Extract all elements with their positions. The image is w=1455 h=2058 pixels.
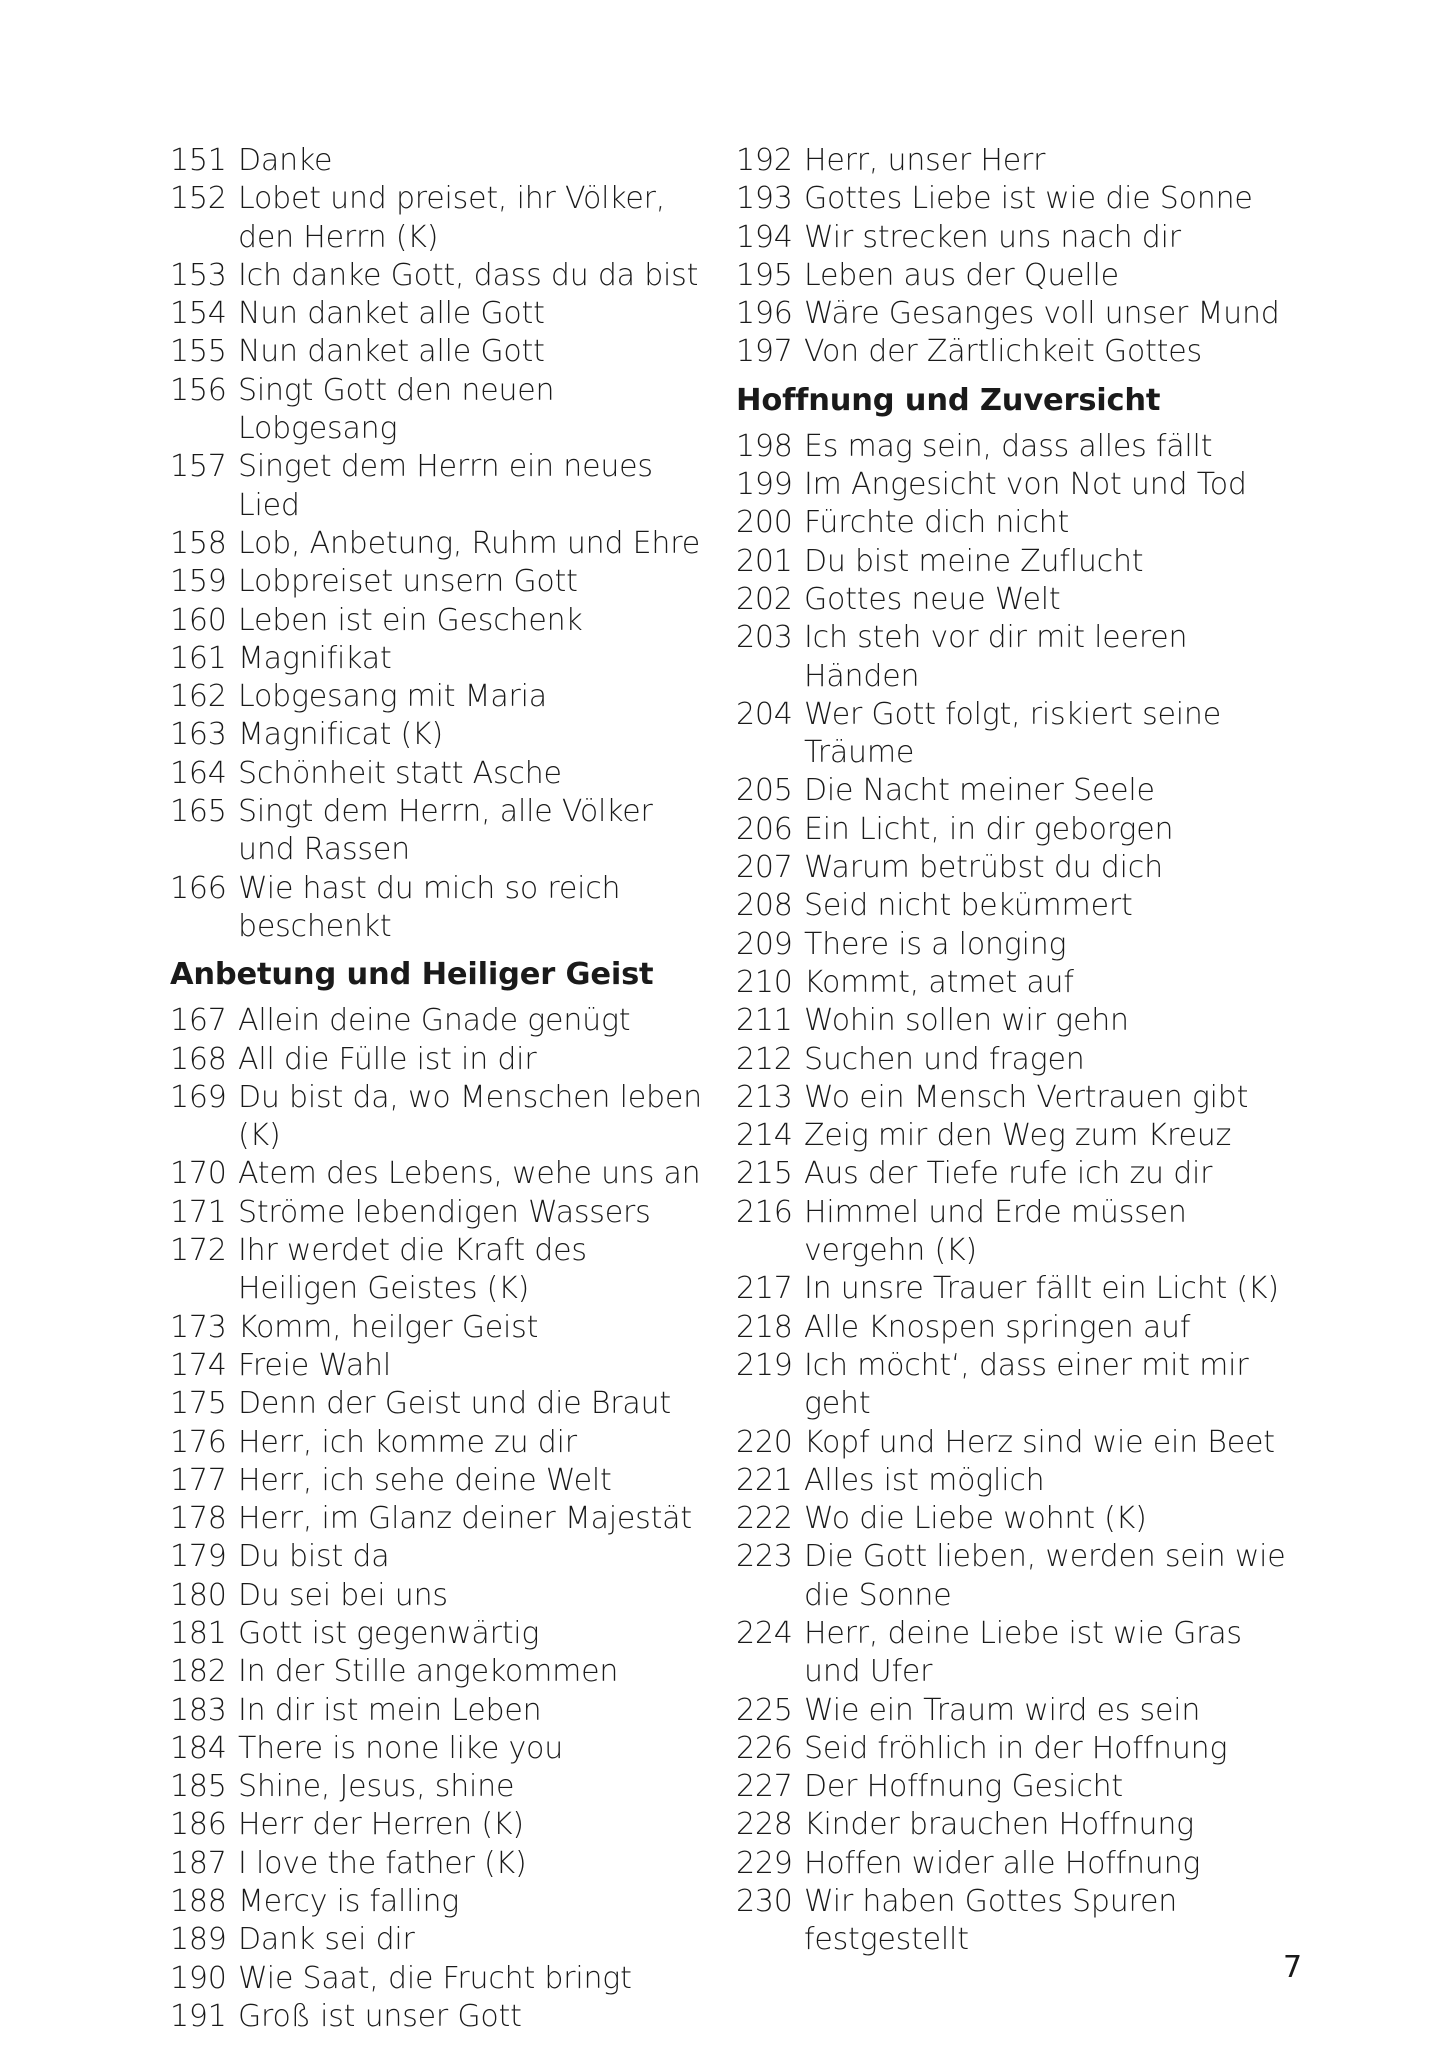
song-number: 161	[170, 640, 227, 676]
song-entry	[170, 716, 715, 754]
song-title: Wie hast du mich so reich beschenkt	[238, 870, 621, 944]
song-number: 228	[736, 1807, 793, 1843]
song-number: 194	[736, 219, 793, 255]
song-entry	[170, 1692, 715, 1730]
song-entry	[170, 1806, 715, 1844]
song-title: Magnifikat	[238, 640, 392, 676]
song-title: Groß ist unser Gott	[238, 1998, 522, 2034]
song-number: 152	[170, 181, 227, 217]
song-entry	[736, 811, 1296, 849]
song-number: 200	[736, 505, 793, 541]
song-number: 174	[170, 1347, 227, 1383]
song-title: Wohin sollen wir gehn	[804, 1003, 1129, 1039]
song-number: 202	[736, 581, 793, 617]
song-title: Leben aus der Quelle	[804, 257, 1119, 293]
song-title: All die Fülle ist in dir	[238, 1041, 537, 1077]
song-entry	[736, 696, 1296, 773]
song-number: 187	[170, 1845, 227, 1881]
song-entry	[170, 1309, 715, 1347]
song-title: Singt Gott den neuen Lobgesang	[238, 372, 555, 447]
song-title: I love the father (K)	[238, 1845, 527, 1881]
song-number: 165	[170, 794, 227, 830]
song-entry	[170, 333, 715, 371]
section-heading: Anbetung und Heiliger Geist	[170, 957, 654, 993]
song-number: 159	[170, 564, 227, 600]
song-number: 218	[736, 1309, 793, 1345]
song-entry	[736, 1845, 1296, 1883]
section-heading: Hoffnung und Zuversicht	[736, 382, 1161, 418]
song-entry	[736, 1079, 1296, 1117]
song-entry	[170, 1768, 715, 1806]
song-entry	[170, 142, 715, 180]
song-title: Ihr werdet die Kraft des Heiligen Geistes (K)	[238, 1233, 587, 1307]
song-number: 154	[170, 296, 227, 332]
song-number: 220	[736, 1424, 793, 1460]
song-title: Lob, Anbetung, Ruhm und Ehre	[238, 525, 700, 561]
song-entry	[736, 1462, 1296, 1500]
song-entry	[170, 1155, 715, 1193]
song-title: Du bist meine Zuflucht	[804, 543, 1144, 579]
song-entry	[170, 1002, 715, 1040]
song-number: 184	[170, 1730, 227, 1766]
index-column-right	[736, 142, 1296, 1960]
song-title: Lobpreiset unsern Gott	[238, 564, 578, 600]
song-title: Allein deine Gnade genügt	[238, 1003, 631, 1039]
song-number: 191	[170, 1998, 227, 2034]
song-title: Ein Licht, in dir geborgen	[804, 811, 1174, 847]
song-number: 215	[736, 1156, 793, 1192]
song-entry	[736, 887, 1296, 925]
song-title: Singet dem Herrn ein neues Lied	[238, 449, 653, 523]
song-title: In unsre Trauer fällt ein Licht (K)	[804, 1271, 1279, 1307]
song-number: 192	[736, 143, 793, 178]
song-number: 219	[736, 1347, 793, 1383]
song-number: 213	[736, 1079, 793, 1115]
song-title: Du bist da	[238, 1539, 390, 1575]
song-title: Du bist da, wo Menschen leben (K)	[238, 1079, 702, 1154]
song-title: Ich danke Gott, dass du da bist	[238, 257, 699, 293]
song-title: Atem des Lebens, wehe uns an	[238, 1156, 701, 1192]
song-entry	[170, 180, 715, 257]
song-entry	[170, 1232, 715, 1309]
song-title: Wer Gott folgt, riskiert seine Träume	[804, 696, 1221, 771]
song-title: Wäre Gesanges voll unser Mund	[804, 296, 1280, 332]
song-title: Ich möcht‘, dass einer mit mir geht	[804, 1347, 1249, 1422]
song-number: 221	[736, 1462, 793, 1498]
song-number: 153	[170, 257, 227, 293]
song-entry	[736, 1615, 1296, 1692]
song-number: 183	[170, 1692, 227, 1728]
song-number: 217	[736, 1271, 793, 1307]
song-number: 166	[170, 870, 227, 906]
song-title: Im Angesicht von Not und Tod	[804, 467, 1247, 503]
song-number: 226	[736, 1730, 793, 1766]
song-title: Seid fröhlich in der Hoffnung	[804, 1730, 1228, 1766]
song-entry	[170, 372, 715, 449]
song-number: 207	[736, 850, 793, 886]
song-title: In der Stille angekommen	[238, 1654, 619, 1690]
song-title: Alle Knospen springen auf	[804, 1309, 1191, 1345]
song-entry	[736, 1194, 1296, 1271]
song-entry	[736, 581, 1296, 619]
song-entry	[170, 1538, 715, 1576]
song-title: Gottes neue Welt	[804, 581, 1061, 617]
song-number: 223	[736, 1539, 793, 1575]
song-entry	[170, 640, 715, 678]
song-entry	[736, 1806, 1296, 1844]
song-entry	[736, 1500, 1296, 1538]
song-title: Die Nacht meiner Seele	[804, 773, 1155, 809]
song-entry	[170, 295, 715, 333]
song-number: 199	[736, 467, 793, 503]
song-number: 205	[736, 773, 793, 809]
song-title: Shine, Jesus, shine	[238, 1769, 515, 1805]
song-entry	[736, 295, 1296, 333]
song-number: 178	[170, 1501, 227, 1537]
song-entry	[170, 1883, 715, 1921]
song-number: 190	[170, 1960, 227, 1996]
song-title: Herr, ich sehe deine Welt	[238, 1462, 612, 1498]
song-title: Von der Zärtlichkeit Gottes	[804, 334, 1202, 370]
song-number: 168	[170, 1041, 227, 1077]
song-title: Nun danket alle Gott	[238, 334, 545, 370]
song-number: 164	[170, 755, 227, 791]
song-number: 216	[736, 1194, 793, 1230]
song-number: 203	[736, 620, 793, 656]
song-entry	[170, 793, 715, 870]
song-entry	[170, 1347, 715, 1385]
song-title: Gottes Liebe ist wie die Sonne	[804, 181, 1253, 217]
song-number: 171	[170, 1194, 227, 1230]
song-entry	[170, 1998, 715, 2036]
song-title: Magnificat (K)	[238, 717, 443, 753]
song-title: Die Gott lieben, werden sein wie die Sonne	[804, 1539, 1286, 1613]
song-entry	[170, 1194, 715, 1232]
song-entry	[170, 678, 715, 716]
song-title: Fürchte dich nicht	[804, 505, 1070, 541]
song-entry	[736, 333, 1296, 371]
song-entry	[736, 849, 1296, 887]
song-number: 173	[170, 1309, 227, 1345]
song-title: Der Hoffnung Gesicht	[804, 1769, 1123, 1805]
song-entry	[170, 1960, 715, 1998]
song-title: Es mag sein, dass alles fällt	[804, 428, 1213, 464]
song-title: Herr, im Glanz deiner Majestät	[238, 1501, 692, 1537]
song-number: 167	[170, 1003, 227, 1039]
song-number: 197	[736, 334, 793, 370]
song-title: Wie Saat, die Frucht bringt	[238, 1960, 632, 1996]
song-entry	[736, 926, 1296, 964]
song-entry	[170, 1079, 715, 1156]
song-entry	[736, 1538, 1296, 1615]
song-number: 157	[170, 449, 227, 485]
song-title: Wie ein Traum wird es sein	[804, 1692, 1201, 1728]
song-number: 175	[170, 1386, 227, 1422]
song-entry	[170, 1424, 715, 1462]
song-title: Aus der Tiefe rufe ich zu dir	[804, 1156, 1213, 1192]
song-number: 211	[736, 1003, 793, 1039]
song-title: There is a longing	[804, 926, 1067, 962]
song-title: Leben ist ein Geschenk	[238, 602, 583, 638]
song-entry	[736, 504, 1296, 542]
song-entry	[170, 563, 715, 601]
song-number: 188	[170, 1884, 227, 1920]
song-title: Kommt, atmet auf	[804, 964, 1074, 1000]
song-title: Lobet und preiset, ihr Völker, den Herrn (K)	[238, 181, 666, 255]
song-number: 189	[170, 1922, 227, 1958]
song-entry	[170, 1577, 715, 1615]
song-title: Komm, heilger Geist	[238, 1309, 539, 1345]
song-title: Singt dem Herrn, alle Völker und Rassen	[238, 794, 653, 868]
song-number: 180	[170, 1577, 227, 1613]
song-number: 224	[736, 1615, 793, 1651]
song-entry	[736, 619, 1296, 696]
song-entry	[736, 1309, 1296, 1347]
song-title: Herr der Herren (K)	[238, 1807, 524, 1843]
song-entry	[736, 1883, 1296, 1960]
song-entry	[170, 602, 715, 640]
song-title: Alles ist möglich	[804, 1462, 1045, 1498]
song-number: 186	[170, 1807, 227, 1843]
song-number: 209	[736, 926, 793, 962]
song-number: 198	[736, 428, 793, 464]
song-number: 182	[170, 1654, 227, 1690]
song-title: In dir ist mein Leben	[238, 1692, 542, 1728]
song-number: 222	[736, 1501, 793, 1537]
song-entry	[736, 1002, 1296, 1040]
song-number: 201	[736, 543, 793, 579]
song-number: 176	[170, 1424, 227, 1460]
song-number: 227	[736, 1769, 793, 1805]
song-title: Nun danket alle Gott	[238, 296, 545, 332]
song-number: 179	[170, 1539, 227, 1575]
song-entry	[170, 1462, 715, 1500]
song-entry	[170, 1730, 715, 1768]
song-number: 206	[736, 811, 793, 847]
song-number: 170	[170, 1156, 227, 1192]
song-entry	[170, 448, 715, 525]
song-number: 195	[736, 257, 793, 293]
song-entry	[170, 1653, 715, 1691]
song-entry	[736, 180, 1296, 218]
song-entry	[736, 1347, 1296, 1424]
song-number: 225	[736, 1692, 793, 1728]
song-title: Zeig mir den Weg zum Kreuz	[804, 1118, 1232, 1154]
song-number: 208	[736, 888, 793, 924]
song-title: Lobgesang mit Maria	[238, 679, 547, 715]
song-title: Denn der Geist und die Braut	[238, 1386, 671, 1422]
song-title: Schönheit statt Asche	[238, 755, 562, 791]
song-title: Hoffen wider alle Hoffnung	[804, 1845, 1201, 1881]
song-title: Wo die Liebe wohnt (K)	[804, 1501, 1147, 1537]
song-number: 160	[170, 602, 227, 638]
song-entry	[736, 1730, 1296, 1768]
song-entry	[736, 1692, 1296, 1730]
song-number: 229	[736, 1845, 793, 1881]
song-title: Suchen und fragen	[804, 1041, 1085, 1077]
song-entry	[170, 1500, 715, 1538]
song-number: 230	[736, 1884, 793, 1920]
song-entry	[170, 1385, 715, 1423]
song-title: Warum betrübst du dich	[804, 850, 1163, 886]
song-title: There is none like you	[238, 1730, 564, 1766]
song-entry	[736, 428, 1296, 466]
song-title: Herr, deine Liebe ist wie Gras und Ufer	[804, 1615, 1242, 1690]
song-entry	[736, 1041, 1296, 1079]
song-entry	[736, 964, 1296, 1002]
song-number: 151	[170, 143, 227, 178]
song-title: Wir strecken uns nach dir	[804, 219, 1181, 255]
song-number: 204	[736, 696, 793, 732]
song-number: 210	[736, 964, 793, 1000]
song-number: 169	[170, 1079, 227, 1115]
song-number: 214	[736, 1118, 793, 1154]
song-entry	[736, 543, 1296, 581]
song-entry	[736, 142, 1296, 180]
song-title: Himmel und Erde müssen vergehn (K)	[804, 1194, 1187, 1269]
song-entry	[170, 1921, 715, 1959]
song-entry	[170, 257, 715, 295]
song-number: 155	[170, 334, 227, 370]
song-number: 193	[736, 181, 793, 217]
song-entry	[170, 1041, 715, 1079]
song-entry	[736, 1424, 1296, 1462]
song-title: Herr, ich komme zu dir	[238, 1424, 577, 1460]
song-entry	[170, 870, 715, 947]
song-title: Gott ist gegenwärtig	[238, 1615, 540, 1651]
song-number: 162	[170, 679, 227, 715]
song-number: 196	[736, 296, 793, 332]
song-entry	[170, 525, 715, 563]
song-title: Herr, unser Herr	[804, 143, 1046, 178]
song-number: 158	[170, 525, 227, 561]
song-entry	[170, 755, 715, 793]
song-entry	[736, 1768, 1296, 1806]
song-title: Mercy is falling	[238, 1884, 460, 1920]
song-number: 181	[170, 1615, 227, 1651]
song-entry	[736, 257, 1296, 295]
song-title: Seid nicht bekümmert	[804, 888, 1133, 924]
song-number: 163	[170, 717, 227, 753]
page-number: 7	[1283, 1950, 1303, 1985]
index-column-left	[170, 142, 715, 2036]
song-entry	[170, 1615, 715, 1653]
song-title: Ich steh vor dir mit leeren Händen	[804, 620, 1188, 694]
song-number: 177	[170, 1462, 227, 1498]
song-title: Kinder brauchen Hoffnung	[804, 1807, 1194, 1843]
song-entry	[736, 1270, 1296, 1308]
song-title: Wir haben Gottes Spuren festgestellt	[804, 1884, 1178, 1958]
song-number: 212	[736, 1041, 793, 1077]
song-title: Danke	[238, 143, 333, 178]
song-title: Wo ein Mensch Vertrauen gibt	[804, 1079, 1249, 1115]
song-number: 172	[170, 1233, 227, 1269]
song-number: 156	[170, 372, 227, 408]
song-entry	[170, 1845, 715, 1883]
song-title: Ströme lebendigen Wassers	[238, 1194, 651, 1230]
song-entry	[736, 466, 1296, 504]
song-entry	[736, 772, 1296, 810]
song-entry	[736, 1155, 1296, 1193]
song-number: 185	[170, 1769, 227, 1805]
song-title: Du sei bei uns	[238, 1577, 448, 1613]
song-title: Freie Wahl	[238, 1347, 392, 1383]
song-title: Dank sei dir	[238, 1922, 415, 1958]
song-entry	[736, 1117, 1296, 1155]
song-entry	[736, 219, 1296, 257]
song-title: Kopf und Herz sind wie ein Beet	[804, 1424, 1275, 1460]
